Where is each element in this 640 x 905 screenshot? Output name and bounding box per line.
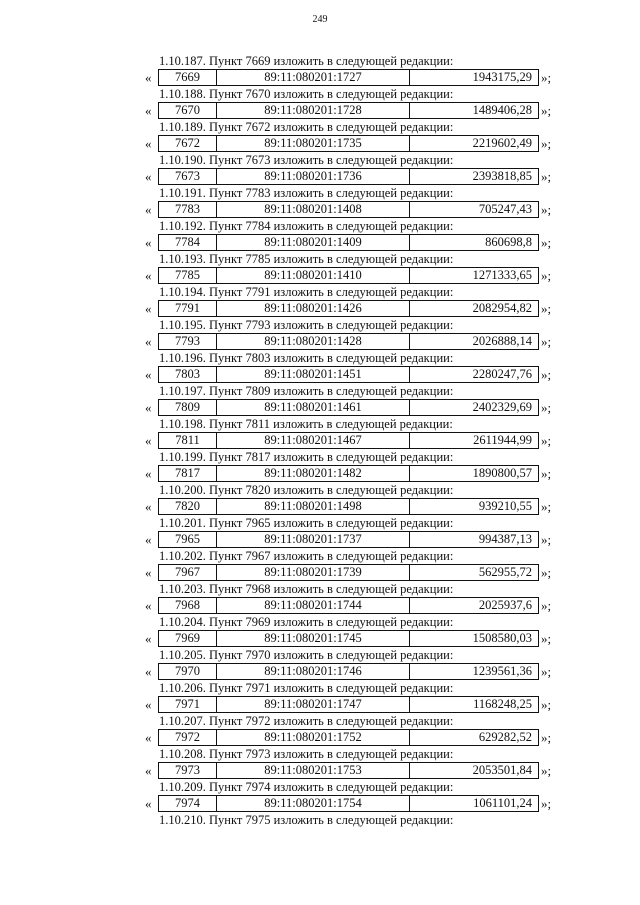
cadastral-number-cell: 89:11:080201:1746 [217,664,410,679]
amendment-entry [0,615,640,648]
quote-close: »; [541,202,552,217]
value-cell: 2611944,99 [473,433,532,447]
quote-open: « [145,664,152,679]
data-table [158,267,539,284]
cadastral-number-cell: 89:11:080201:1752 [217,730,410,745]
quote-open: « [145,598,152,613]
cadastral-number-cell: 89:11:080201:1408 [217,202,410,217]
item-number-cell: 7817 [159,466,217,481]
amendment-heading: 1.10.194. Пункт 7791 изложить в следующей редакции: [159,285,454,299]
amendment-heading: 1.10.192. Пункт 7784 изложить в следующей редакции: [159,219,454,233]
amendment-entry [0,120,640,153]
amendment-entry [0,186,640,219]
table-row [0,564,640,581]
amendment-heading: 1.10.187. Пункт 7669 изложить в следующей редакции: [159,54,454,68]
cadastral-number-cell: 89:11:080201:1410 [217,268,410,283]
quote-open: « [145,202,152,217]
item-number-cell: 7820 [159,499,217,514]
amendment-entry [0,54,640,87]
data-table [158,531,539,548]
amendment-heading: 1.10.202. Пункт 7967 изложить в следующей редакции: [159,549,454,563]
value-cell: 2026888,14 [472,334,532,348]
data-table [158,564,539,581]
amendment-heading: 1.10.195. Пункт 7793 изложить в следующей редакции: [159,318,454,332]
cadastral-number-cell: 89:11:080201:1754 [217,796,410,811]
table-row [0,102,640,119]
table-row [0,630,640,647]
amendment-heading: 1.10.198. Пункт 7811 изложить в следующей редакции: [159,417,453,431]
amendment-entry [0,780,640,813]
quote-close: »; [541,466,552,481]
value-cell: 562955,72 [478,565,532,579]
quote-open: « [145,103,152,118]
cadastral-number-cell: 89:11:080201:1498 [217,499,410,514]
cadastral-number-cell: 89:11:080201:1735 [217,136,410,151]
data-table [158,663,539,680]
cadastral-number-cell: 89:11:080201:1727 [217,70,410,85]
table-row [0,663,640,680]
table-row [0,135,640,152]
data-table [158,69,539,86]
data-table [158,597,539,614]
quote-open: « [145,400,152,415]
item-number-cell: 7669 [159,70,217,85]
table-row [0,69,640,86]
quote-close: »; [541,697,552,712]
amendment-heading: 1.10.200. Пункт 7820 изложить в следующей редакции: [159,483,454,497]
cadastral-number-cell: 89:11:080201:1745 [217,631,410,646]
value-cell: 2082954,82 [472,301,532,315]
page-number: 249 [312,14,328,25]
quote-open: « [145,169,152,184]
item-number-cell: 7972 [159,730,217,745]
quote-close: »; [541,367,552,382]
quote-open: « [145,268,152,283]
amendment-entry-final [0,813,640,846]
quote-close: »; [541,136,552,151]
quote-close: »; [541,334,552,349]
quote-close: »; [541,103,552,118]
table-row [0,531,640,548]
value-cell: 2280247,76 [472,367,532,381]
item-number-cell: 7809 [159,400,217,415]
value-cell: 860698,8 [485,235,532,249]
table-row [0,696,640,713]
data-table [158,300,539,317]
cadastral-number-cell: 89:11:080201:1467 [217,433,410,448]
table-row [0,366,640,383]
quote-open: « [145,532,152,547]
cadastral-number-cell: 89:11:080201:1728 [217,103,410,118]
quote-close: »; [541,763,552,778]
quote-close: »; [541,664,552,679]
data-table [158,762,539,779]
table-row [0,234,640,251]
value-cell: 1271333,65 [472,268,532,282]
cadastral-number-cell: 89:11:080201:1482 [217,466,410,481]
data-table [158,630,539,647]
value-cell: 1943175,29 [472,70,532,84]
data-table [158,432,539,449]
cadastral-number-cell: 89:11:080201:1736 [217,169,410,184]
item-number-cell: 7971 [159,697,217,712]
quote-open: « [145,367,152,382]
value-cell: 994387,13 [478,532,532,546]
table-row [0,432,640,449]
value-cell: 1168248,25 [473,697,532,711]
cadastral-number-cell: 89:11:080201:1426 [217,301,410,316]
amendment-heading: 1.10.204. Пункт 7969 изложить в следующей редакции: [159,615,454,629]
cadastral-number-cell: 89:11:080201:1409 [217,235,410,250]
quote-open: « [145,70,152,85]
amendment-entry [0,285,640,318]
item-number-cell: 7784 [159,235,217,250]
amendment-entry [0,516,640,549]
amendment-entry [0,714,640,747]
item-number-cell: 7974 [159,796,217,811]
quote-close: »; [541,70,552,85]
cadastral-number-cell: 89:11:080201:1461 [217,400,410,415]
data-table [158,102,539,119]
amendment-entry [0,582,640,615]
amendment-heading: 1.10.209. Пункт 7974 изложить в следующей редакции: [159,780,454,794]
amendment-entry [0,318,640,351]
quote-close: »; [541,598,552,613]
quote-close: »; [541,235,552,250]
table-row [0,498,640,515]
value-cell: 1239561,36 [472,664,532,678]
quote-close: »; [541,301,552,316]
amendment-entry [0,648,640,681]
cadastral-number-cell: 89:11:080201:1737 [217,532,410,547]
data-table [158,201,539,218]
cadastral-number-cell: 89:11:080201:1428 [217,334,410,349]
amendment-entry [0,153,640,186]
data-table [158,333,539,350]
amendment-entry [0,549,640,582]
amendment-entry [0,384,640,417]
quote-close: »; [541,565,552,580]
amendment-heading: 1.10.193. Пункт 7785 изложить в следующей редакции: [159,252,454,266]
amendment-heading: 1.10.207. Пункт 7972 изложить в следующей редакции: [159,714,454,728]
value-cell: 1508580,03 [472,631,532,645]
amendment-entry [0,747,640,780]
cadastral-number-cell: 89:11:080201:1744 [217,598,410,613]
data-table [158,366,539,383]
quote-open: « [145,466,152,481]
quote-open: « [145,697,152,712]
amendment-heading: 1.10.196. Пункт 7803 изложить в следующей редакции: [159,351,454,365]
amendment-heading: 1.10.197. Пункт 7809 изложить в следующей редакции: [159,384,454,398]
quote-open: « [145,565,152,580]
item-number-cell: 7968 [159,598,217,613]
quote-open: « [145,499,152,514]
value-cell: 705247,43 [478,202,532,216]
quote-close: »; [541,532,552,547]
item-number-cell: 7785 [159,268,217,283]
value-cell: 939210,55 [478,499,532,513]
quote-open: « [145,796,152,811]
cadastral-number-cell: 89:11:080201:1747 [217,697,410,712]
data-table [158,696,539,713]
quote-open: « [145,730,152,745]
amendment-entry [0,351,640,384]
value-cell: 1489406,28 [472,103,532,117]
cadastral-number-cell: 89:11:080201:1753 [217,763,410,778]
value-cell: 2053501,84 [472,763,532,777]
table-row [0,597,640,614]
data-table [158,729,539,746]
amendment-list [0,54,640,846]
value-cell: 629282,52 [478,730,532,744]
table-row [0,168,640,185]
amendment-heading: 1.10.203. Пункт 7968 изложить в следующей редакции: [159,582,454,596]
data-table [158,135,539,152]
item-number-cell: 7969 [159,631,217,646]
item-number-cell: 7811 [159,433,217,448]
amendment-entry [0,450,640,483]
table-row [0,201,640,218]
table-row [0,762,640,779]
item-number-cell: 7672 [159,136,217,151]
table-row [0,729,640,746]
table-row [0,795,640,812]
data-table [158,498,539,515]
item-number-cell: 7970 [159,664,217,679]
amendment-heading: 1.10.189. Пункт 7672 изложить в следующей редакции: [159,120,454,134]
data-table [158,795,539,812]
item-number-cell: 7791 [159,301,217,316]
item-number-cell: 7670 [159,103,217,118]
quote-open: « [145,763,152,778]
quote-close: »; [541,730,552,745]
quote-open: « [145,136,152,151]
item-number-cell: 7793 [159,334,217,349]
data-table [158,465,539,482]
quote-open: « [145,631,152,646]
value-cell: 2025937,6 [478,598,532,612]
quote-open: « [145,433,152,448]
table-row [0,267,640,284]
amendment-heading: 1.10.199. Пункт 7817 изложить в следующей редакции: [159,450,454,464]
cadastral-number-cell: 89:11:080201:1739 [217,565,410,580]
cadastral-number-cell: 89:11:080201:1451 [217,367,410,382]
value-cell: 2402329,69 [472,400,532,414]
amendment-entry [0,219,640,252]
amendment-heading: 1.10.208. Пункт 7973 изложить в следующей редакции: [159,747,454,761]
quote-open: « [145,334,152,349]
value-cell: 1890800,57 [472,466,532,480]
item-number-cell: 7803 [159,367,217,382]
quote-close: »; [541,169,552,184]
amendment-entry [0,87,640,120]
data-table [158,234,539,251]
data-table [158,168,539,185]
value-cell: 2393818,85 [472,169,532,183]
amendment-entry [0,417,640,450]
item-number-cell: 7965 [159,532,217,547]
data-table [158,399,539,416]
quote-open: « [145,301,152,316]
amendment-heading: 1.10.190. Пункт 7673 изложить в следующей редакции: [159,153,454,167]
amendment-entry [0,252,640,285]
item-number-cell: 7973 [159,763,217,778]
quote-open: « [145,235,152,250]
amendment-heading: 1.10.206. Пункт 7971 изложить в следующей редакции: [159,681,454,695]
value-cell: 2219602,49 [472,136,532,150]
item-number-cell: 7783 [159,202,217,217]
quote-close: »; [541,268,552,283]
table-row [0,399,640,416]
table-row [0,300,640,317]
quote-close: »; [541,796,552,811]
amendment-heading: 1.10.201. Пункт 7965 изложить в следующей редакции: [159,516,454,530]
amendment-heading: 1.10.205. Пункт 7970 изложить в следующей редакции: [159,648,454,662]
quote-close: »; [541,631,552,646]
amendment-heading: 1.10.210. Пункт 7975 изложить в следующей редакции: [159,813,454,827]
amendment-entry [0,681,640,714]
item-number-cell: 7673 [159,169,217,184]
amendment-entry [0,483,640,516]
quote-close: »; [541,499,552,514]
amendment-heading: 1.10.191. Пункт 7783 изложить в следующей редакции: [159,186,454,200]
table-row [0,333,640,350]
table-row [0,465,640,482]
quote-close: »; [541,433,552,448]
amendment-heading: 1.10.188. Пункт 7670 изложить в следующей редакции: [159,87,454,101]
item-number-cell: 7967 [159,565,217,580]
quote-close: »; [541,400,552,415]
value-cell: 1061101,24 [473,796,532,810]
